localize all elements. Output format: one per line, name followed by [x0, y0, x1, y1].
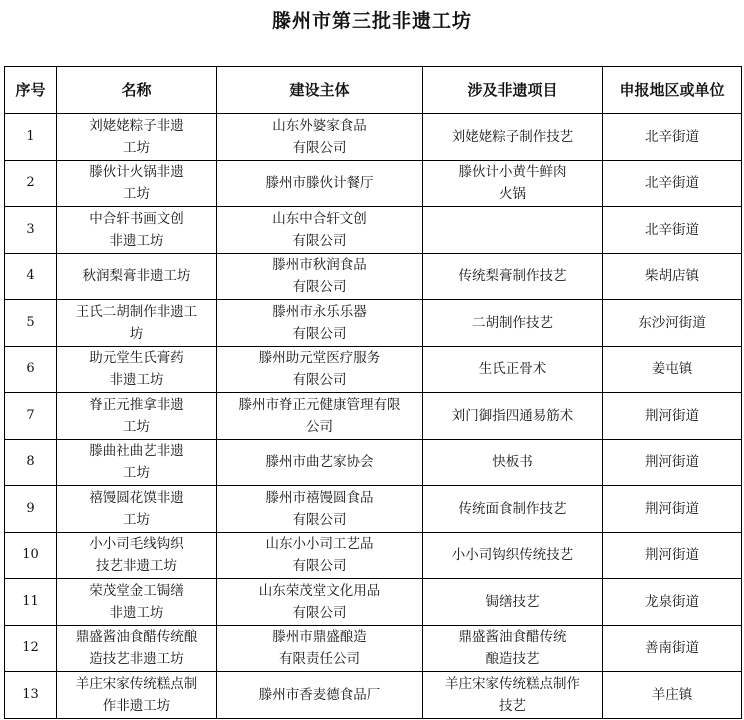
cell-region: 善南街道 [603, 625, 742, 672]
cell-region: 荆河街道 [603, 439, 742, 486]
cell-region: 北辛街道 [603, 207, 742, 254]
cell-no: 2 [5, 160, 57, 207]
heritage-workshop-table [4, 66, 742, 719]
table-row [5, 486, 742, 533]
cell-project: 传统梨膏制作技艺 [423, 253, 603, 300]
header-region: 申报地区或单位 [603, 67, 742, 114]
cell-no: 13 [5, 672, 57, 719]
table-row [5, 160, 742, 207]
cell-region: 东沙河街道 [603, 300, 742, 347]
cell-no: 10 [5, 532, 57, 579]
table-row [5, 253, 742, 300]
cell-project [423, 207, 603, 254]
cell-project: 传统面食制作技艺 [423, 486, 603, 533]
page-title: 滕州市第三批非遗工坊 [271, 10, 472, 32]
cell-name: 脊正元推拿非遗 工坊 [57, 393, 217, 440]
cell-no: 5 [5, 300, 57, 347]
table-row [5, 532, 742, 579]
cell-project: 生氏正骨术 [423, 346, 603, 393]
cell-entity: 滕州市曲艺家协会 [217, 439, 423, 486]
table-header-row [5, 67, 742, 114]
cell-entity: 滕州助元堂医疗服务 有限公司 [217, 346, 423, 393]
cell-entity: 山东荣茂堂文化用品 有限公司 [217, 579, 423, 626]
cell-region: 荆河街道 [603, 486, 742, 533]
table-row [5, 579, 742, 626]
cell-entity: 滕州市鼎盛酿造 有限责任公司 [217, 625, 423, 672]
cell-no: 6 [5, 346, 57, 393]
cell-no: 3 [5, 207, 57, 254]
cell-project: 二胡制作技艺 [423, 300, 603, 347]
cell-name: 助元堂生氏膏药 非遗工坊 [57, 346, 217, 393]
cell-entity: 滕州市永乐乐器 有限公司 [217, 300, 423, 347]
cell-entity: 滕州市秋润食品 有限公司 [217, 253, 423, 300]
table-row [5, 114, 742, 161]
cell-region: 羊庄镇 [603, 672, 742, 719]
cell-no: 7 [5, 393, 57, 440]
cell-name: 鼎盛酱油食醋传统酿 造技艺非遗工坊 [57, 625, 217, 672]
cell-name: 刘姥姥粽子非遗 工坊 [57, 114, 217, 161]
cell-region: 姜屯镇 [603, 346, 742, 393]
header-project: 涉及非遗项目 [423, 67, 603, 114]
cell-region: 龙泉街道 [603, 579, 742, 626]
table-row [5, 393, 742, 440]
cell-name: 荣茂堂金工锔缮 非遗工坊 [57, 579, 217, 626]
cell-project: 快板书 [423, 439, 603, 486]
cell-project: 小小司钩织传统技艺 [423, 532, 603, 579]
table-row [5, 625, 742, 672]
cell-no: 11 [5, 579, 57, 626]
cell-name: 禧馒圆花馍非遗 工坊 [57, 486, 217, 533]
cell-name: 滕曲社曲艺非遗 工坊 [57, 439, 217, 486]
cell-entity: 滕州市香麦德食品厂 [217, 672, 423, 719]
table-row [5, 439, 742, 486]
cell-entity: 山东小小司工艺品 有限公司 [217, 532, 423, 579]
cell-entity: 滕州市脊正元健康管理有限 公司 [217, 393, 423, 440]
cell-project: 刘门御指四通易筋术 [423, 393, 603, 440]
cell-entity: 滕州市滕伙计餐厅 [217, 160, 423, 207]
cell-no: 9 [5, 486, 57, 533]
cell-no: 8 [5, 439, 57, 486]
cell-region: 荆河街道 [603, 393, 742, 440]
cell-project: 羊庄宋家传统糕点制作 技艺 [423, 672, 603, 719]
table-row [5, 346, 742, 393]
cell-project: 刘姥姥粽子制作技艺 [423, 114, 603, 161]
cell-name: 秋润梨膏非遗工坊 [57, 253, 217, 300]
cell-project: 滕伙计小黄牛鲜肉 火锅 [423, 160, 603, 207]
cell-region: 荆河街道 [603, 532, 742, 579]
cell-entity: 山东中合轩文创 有限公司 [217, 207, 423, 254]
cell-region: 柴胡店镇 [603, 253, 742, 300]
cell-project: 鼎盛酱油食醋传统 酿造技艺 [423, 625, 603, 672]
table-row [5, 300, 742, 347]
cell-no: 4 [5, 253, 57, 300]
cell-region: 北辛街道 [603, 160, 742, 207]
header-entity: 建设主体 [217, 67, 423, 114]
cell-entity: 滕州市禧馒圆食品 有限公司 [217, 486, 423, 533]
cell-region: 北辛街道 [603, 114, 742, 161]
cell-no: 12 [5, 625, 57, 672]
table-row [5, 672, 742, 719]
cell-name: 小小司毛线钩织 技艺非遗工坊 [57, 532, 217, 579]
cell-name: 中合轩书画文创 非遗工坊 [57, 207, 217, 254]
cell-name: 王氏二胡制作非遗工 坊 [57, 300, 217, 347]
cell-entity: 山东外婆家食品 有限公司 [217, 114, 423, 161]
header-no: 序号 [5, 67, 57, 114]
header-name: 名称 [57, 67, 217, 114]
cell-name: 滕伙计火锅非遗 工坊 [57, 160, 217, 207]
cell-no: 1 [5, 114, 57, 161]
cell-project: 锔缮技艺 [423, 579, 603, 626]
table-row [5, 207, 742, 254]
cell-name: 羊庄宋家传统糕点制 作非遗工坊 [57, 672, 217, 719]
